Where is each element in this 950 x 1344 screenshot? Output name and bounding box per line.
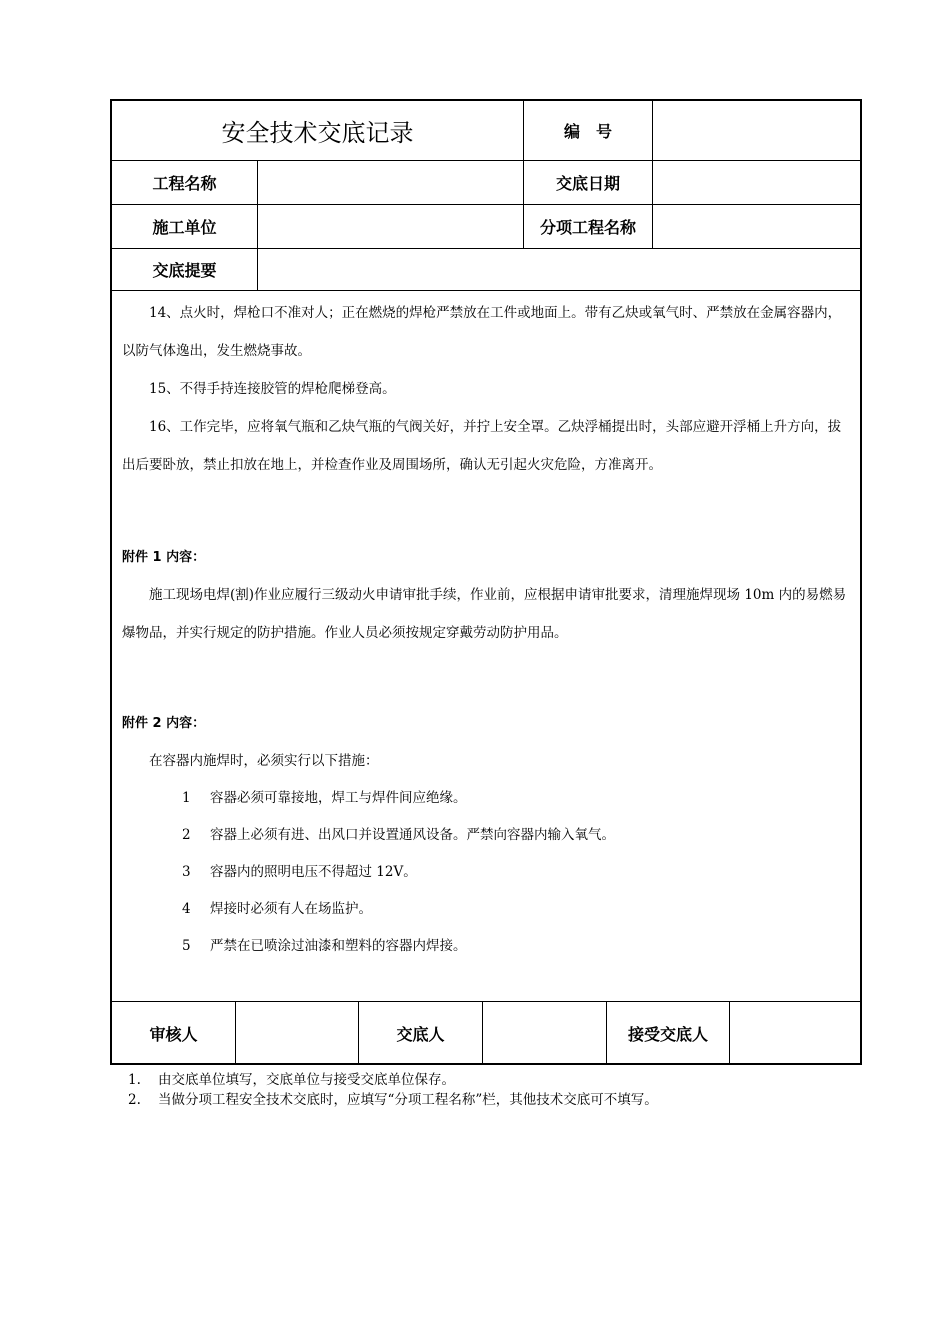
sub-project-label: 分项工程名称	[539, 218, 636, 237]
measure-item	[122, 928, 848, 965]
receiver-label: 接受交底人	[627, 1025, 708, 1044]
note-number: 1.	[128, 1072, 141, 1088]
content-item-14: 14、点火时，焊枪口不准对人；正在燃烧的焊枪严禁放在工件或地面上。带有乙炔或氧气时、严禁放在金属容器内，以防气体逸出，发生燃烧事故。	[122, 305, 842, 359]
measure-number: 5	[182, 938, 191, 954]
summary-label: 交底提要	[152, 261, 217, 280]
signature-row	[112, 1001, 860, 1065]
attachment-1-text: 施工现场电焊(割)作业应履行三级动火申请审批手续，作业前，应根据申请审批要求，清理施焊现场 10m 内的易燃易爆物品，并实行规定的防护措施。作业人员必须按规定穿戴劳动防护用品。	[122, 587, 847, 641]
unit-label: 施工单位	[152, 218, 217, 237]
measure-text: 容器必须可靠接地，焊工与焊件间应绝缘。	[210, 790, 467, 806]
project-row	[112, 161, 860, 205]
measure-text: 容器上必须有进、出风口并设置通风设备。严禁向容器内输入氧气。	[210, 827, 615, 843]
discloser-label: 交底人	[396, 1025, 445, 1044]
unit-row	[112, 205, 860, 249]
measure-text: 焊接时必须有人在场监护。	[210, 901, 372, 917]
attachment-1-heading: 附件 1 内容：	[122, 550, 206, 565]
date-field[interactable]	[653, 161, 860, 204]
receiver-field[interactable]	[730, 1002, 860, 1065]
sub-project-label-cell	[524, 205, 653, 248]
reviewer-field[interactable]	[236, 1002, 359, 1065]
note-text: 由交底单位填写，交底单位与接受交底单位保存。	[158, 1072, 455, 1088]
measure-item	[122, 817, 848, 854]
date-label-cell	[524, 161, 653, 204]
disclosure-content	[112, 291, 860, 1001]
note-item	[128, 1091, 848, 1111]
measure-text: 严禁在已喷涂过油漆和塑料的容器内焊接。	[210, 938, 467, 954]
measure-item	[122, 780, 848, 817]
measure-number: 1	[182, 790, 191, 806]
reviewer-label-cell	[112, 1002, 236, 1065]
summary-field[interactable]	[258, 249, 860, 290]
project-name-field[interactable]	[258, 161, 524, 204]
summary-label-cell	[112, 249, 258, 290]
unit-field[interactable]	[258, 205, 524, 248]
project-name-label-cell	[112, 161, 258, 204]
project-name-label: 工程名称	[152, 174, 217, 193]
number-label: 编 号	[563, 122, 612, 141]
measure-number: 4	[182, 901, 191, 917]
measure-item	[122, 854, 848, 891]
number-field[interactable]	[653, 101, 860, 160]
receiver-label-cell	[607, 1002, 730, 1065]
discloser-label-cell	[359, 1002, 483, 1065]
discloser-field[interactable]	[483, 1002, 607, 1065]
safety-disclosure-form	[110, 99, 862, 1065]
number-label-cell	[524, 101, 653, 160]
reviewer-label: 审核人	[149, 1025, 198, 1044]
summary-row	[112, 249, 860, 291]
attachment-2-intro: 在容器内施焊时，必须实行以下措施：	[149, 753, 379, 769]
unit-label-cell	[112, 205, 258, 248]
date-label: 交底日期	[555, 174, 620, 193]
title-row	[112, 101, 860, 161]
title-cell	[112, 101, 524, 160]
measure-number: 2	[182, 827, 191, 843]
measure-number: 3	[182, 864, 191, 880]
note-item	[128, 1071, 848, 1091]
form-notes	[128, 1071, 848, 1111]
measure-item	[122, 891, 848, 928]
form-title: 安全技术交底记录	[221, 119, 414, 147]
measure-text: 容器内的照明电压不得超过 12V。	[210, 864, 417, 880]
sub-project-field[interactable]	[653, 205, 860, 248]
note-number: 2.	[128, 1092, 141, 1108]
content-item-15: 15、不得手持连接胶管的焊枪爬梯登高。	[149, 381, 396, 397]
content-item-16: 16、工作完毕，应将氧气瓶和乙炔气瓶的气阀关好，并拧上安全罩。乙炔浮桶提出时，头部应避开浮桶上升方向，拔出后要卧放，禁止扣放在地上，并检查作业及周围场所，确认无引起火灾危险，方准离开。	[122, 419, 842, 473]
attachment-2-heading: 附件 2 内容：	[122, 716, 206, 731]
note-text: 当做分项工程安全技术交底时，应填写“分项工程名称”栏，其他技术交底可不填写。	[158, 1092, 658, 1108]
